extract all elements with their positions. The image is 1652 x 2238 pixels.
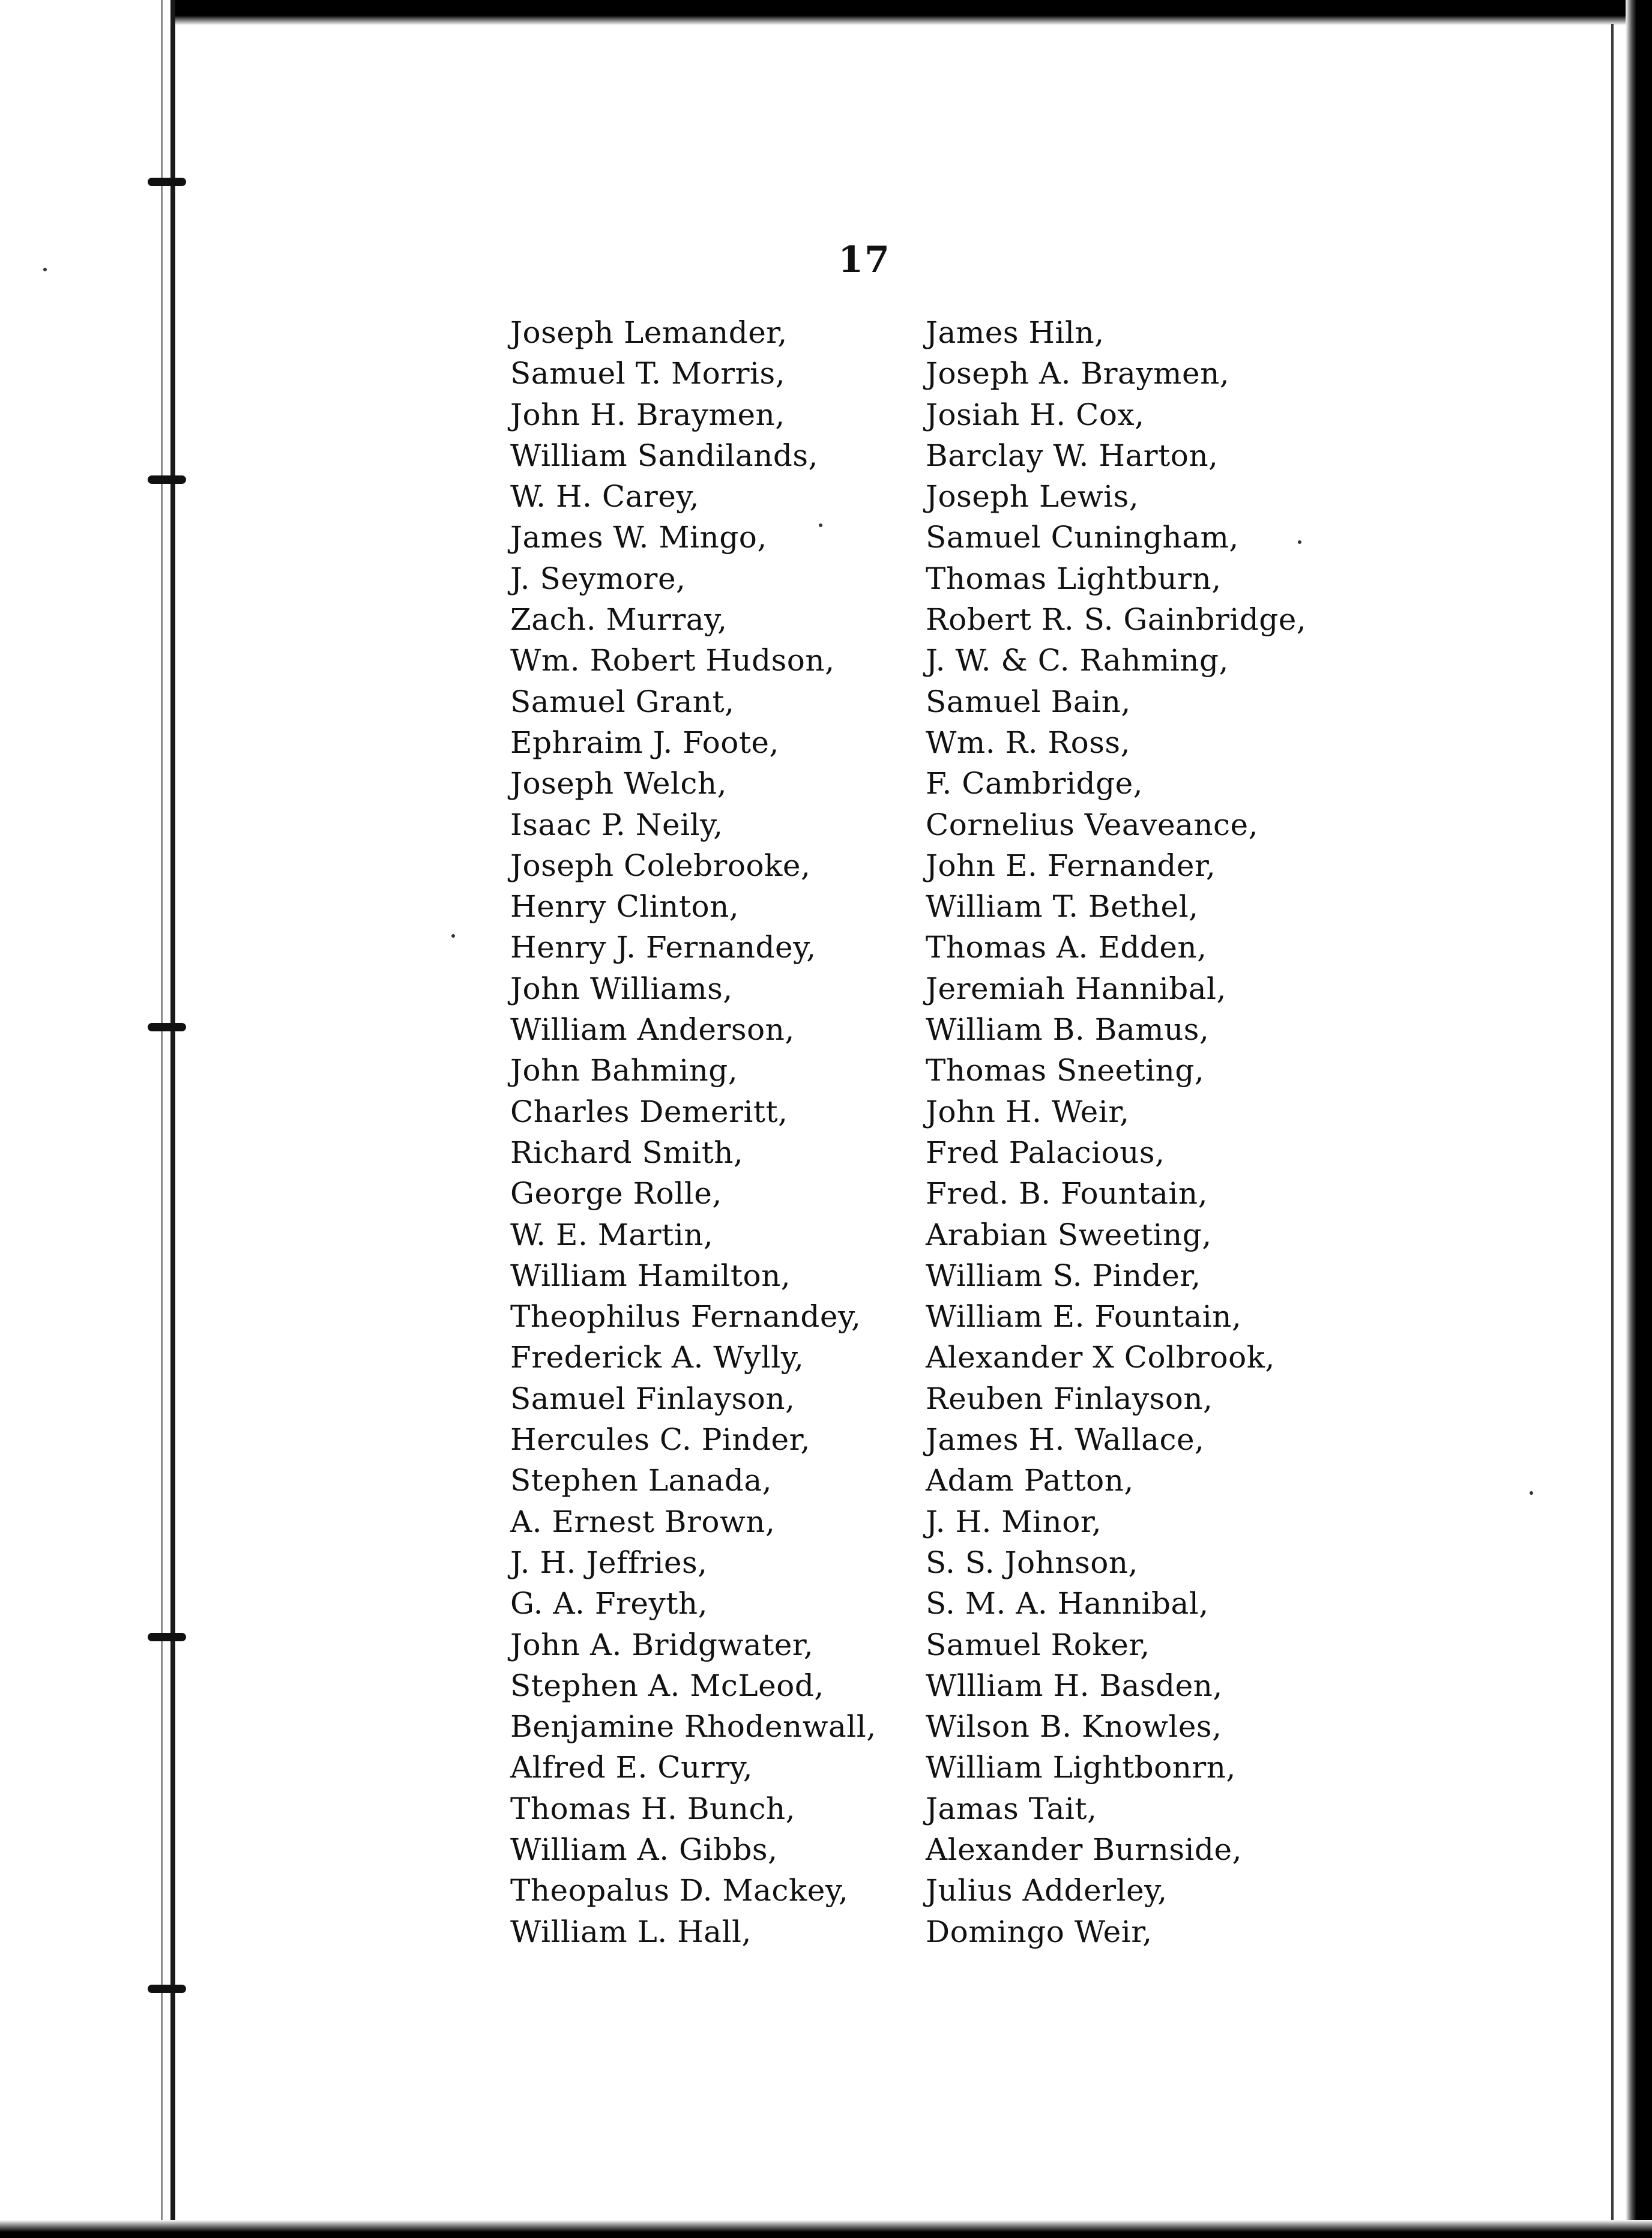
page-top-edge — [175, 0, 1628, 25]
name-entry: Domingo Weir, — [926, 1914, 1153, 1949]
name-entry: Wm. R. Ross, — [926, 725, 1130, 760]
name-entry: John H. Weir, — [926, 1094, 1130, 1129]
name-entry: William L. Hall, — [510, 1914, 752, 1949]
page-number: 17 — [838, 239, 891, 281]
name-entry: Samuel T. Morris, — [510, 356, 786, 391]
name-entry: Thomas A. Edden, — [926, 930, 1207, 965]
name-entry: William E. Fountain, — [926, 1299, 1242, 1335]
name-entry: Samuel Cuningham, — [926, 520, 1239, 555]
name-entry: William B. Bamus, — [926, 1012, 1210, 1048]
name-entry: Joseph Colebrooke, — [510, 848, 811, 883]
binding-stitch-mark — [148, 1985, 186, 1993]
name-entry: James W. Mingo, — [510, 520, 767, 555]
name-entry: Thomas Lightburn, — [926, 561, 1222, 596]
name-entry: James H. Wallace, — [926, 1422, 1205, 1458]
name-entry: Alexander X Colbrook, — [926, 1340, 1275, 1375]
name-entry: Fred Palacious, — [926, 1135, 1165, 1170]
name-entry: J. W. & C. Rahming, — [926, 643, 1229, 678]
name-entry: Samuel Bain, — [926, 684, 1131, 719]
name-entry: W. H. Carey, — [510, 479, 699, 514]
name-entry: John A. Bridgwater, — [510, 1627, 814, 1662]
name-entry: J. H. Minor, — [926, 1504, 1102, 1539]
name-entry: William A. Gibbs, — [510, 1832, 778, 1867]
name-entry: A. Ernest Brown, — [510, 1504, 776, 1539]
binding-stitch-mark — [148, 178, 186, 186]
name-entry: Samuel Finlayson, — [510, 1381, 795, 1416]
name-entry: Isaac P. Neily, — [510, 807, 723, 842]
name-entry: S. S. Johnson, — [926, 1545, 1138, 1580]
name-entry: Ephraim J. Foote, — [510, 725, 779, 760]
scan-speck — [43, 268, 47, 271]
name-entry: Stephen A. McLeod, — [510, 1668, 824, 1703]
page-right-edge — [1626, 0, 1652, 2238]
name-entry: Jamas Tait, — [926, 1791, 1097, 1826]
name-entry: Fred. B. Fountain, — [926, 1176, 1208, 1211]
name-entry: Cornelius Veaveance, — [926, 807, 1259, 842]
name-entry: Hercules C. Pinder, — [510, 1422, 810, 1458]
name-entry: Joseph A. Braymen, — [926, 356, 1230, 391]
name-entry: Joseph Lemander, — [510, 315, 788, 350]
name-entry: Theophilus Fernandey, — [510, 1299, 861, 1335]
page-left-crease — [161, 0, 163, 2238]
name-entry: William S. Pinder, — [926, 1258, 1201, 1293]
binding-stitch-mark — [148, 475, 186, 484]
name-entry: Joseph Welch, — [510, 766, 727, 801]
name-entry: Theopalus D. Mackey, — [510, 1873, 849, 1908]
name-entry: G. A. Freyth, — [510, 1586, 708, 1621]
name-entry: Samuel Grant, — [510, 684, 735, 719]
page-right-fold — [1611, 24, 1614, 2221]
names-column-right — [926, 312, 1306, 1952]
name-entry: Wilson B. Knowles, — [926, 1709, 1222, 1745]
scan-speck — [451, 934, 455, 938]
name-entry: Reuben Finlayson, — [926, 1381, 1213, 1416]
name-entry: Robert R. S. Gainbridge, — [926, 602, 1307, 638]
name-entry: W. E. Martin, — [510, 1217, 714, 1252]
name-entry: James Hiln, — [926, 315, 1105, 350]
name-entry: Alexander Burnside, — [926, 1832, 1242, 1867]
binding-stitch-mark — [148, 1023, 186, 1031]
name-entry: Frederick A. Wylly, — [510, 1340, 804, 1375]
name-entry: Alfred E. Curry, — [510, 1750, 753, 1785]
name-entry: J. Seymore, — [510, 561, 686, 596]
name-entry: William T. Bethel, — [926, 889, 1199, 924]
name-entry: S. M. A. Hannibal, — [926, 1586, 1209, 1621]
name-entry: Julius Adderley, — [926, 1873, 1168, 1908]
name-entry: Henry J. Fernandey, — [510, 930, 816, 965]
name-entry: George Rolle, — [510, 1176, 722, 1211]
names-column-left — [510, 312, 876, 1952]
name-entry: Wllliam H. Basden, — [926, 1668, 1223, 1703]
name-entry: William Sandilands, — [510, 438, 818, 473]
binding-stitch-mark — [148, 1633, 186, 1641]
scan-speck — [1530, 1491, 1533, 1495]
name-entry: Samuel Roker, — [926, 1627, 1150, 1662]
name-entry: John Williams, — [510, 971, 733, 1006]
name-entry: F. Cambridge, — [926, 766, 1144, 801]
name-entry: Stephen Lanada, — [510, 1463, 773, 1498]
name-entry: John H. Braymen, — [510, 397, 785, 432]
name-entry: Josiah H. Cox, — [926, 397, 1145, 432]
name-entry: Benjamine Rhodenwall, — [510, 1709, 876, 1745]
name-entry: Charles Demeritt, — [510, 1094, 788, 1129]
name-entry: William Lightbonrn, — [926, 1750, 1236, 1785]
page-binding-edge — [170, 0, 175, 2238]
name-entry: Arabian Sweeting, — [926, 1217, 1212, 1252]
name-entry: William Hamilton, — [510, 1258, 791, 1293]
name-entry: Adam Patton, — [926, 1463, 1134, 1498]
name-entry: Jeremiah Hannibal, — [926, 971, 1226, 1006]
name-entry: John E. Fernander, — [926, 848, 1216, 883]
name-entry: John Bahming, — [510, 1053, 738, 1088]
name-entry: J. H. Jeffries, — [510, 1545, 708, 1580]
name-entry: Joseph Lewis, — [926, 479, 1139, 514]
name-entry: Wm. Robert Hudson, — [510, 643, 835, 678]
name-entry: Zach. Murray, — [510, 602, 728, 638]
page-bottom-edge — [0, 2220, 1652, 2238]
name-entry: Thomas H. Bunch, — [510, 1791, 796, 1826]
name-entry: Henry Clinton, — [510, 889, 740, 924]
name-entry: William Anderson, — [510, 1012, 795, 1048]
name-entry: Barclay W. Harton, — [926, 438, 1219, 473]
name-entry: Richard Smith, — [510, 1135, 744, 1170]
name-entry: Thomas Sneeting, — [926, 1053, 1205, 1088]
